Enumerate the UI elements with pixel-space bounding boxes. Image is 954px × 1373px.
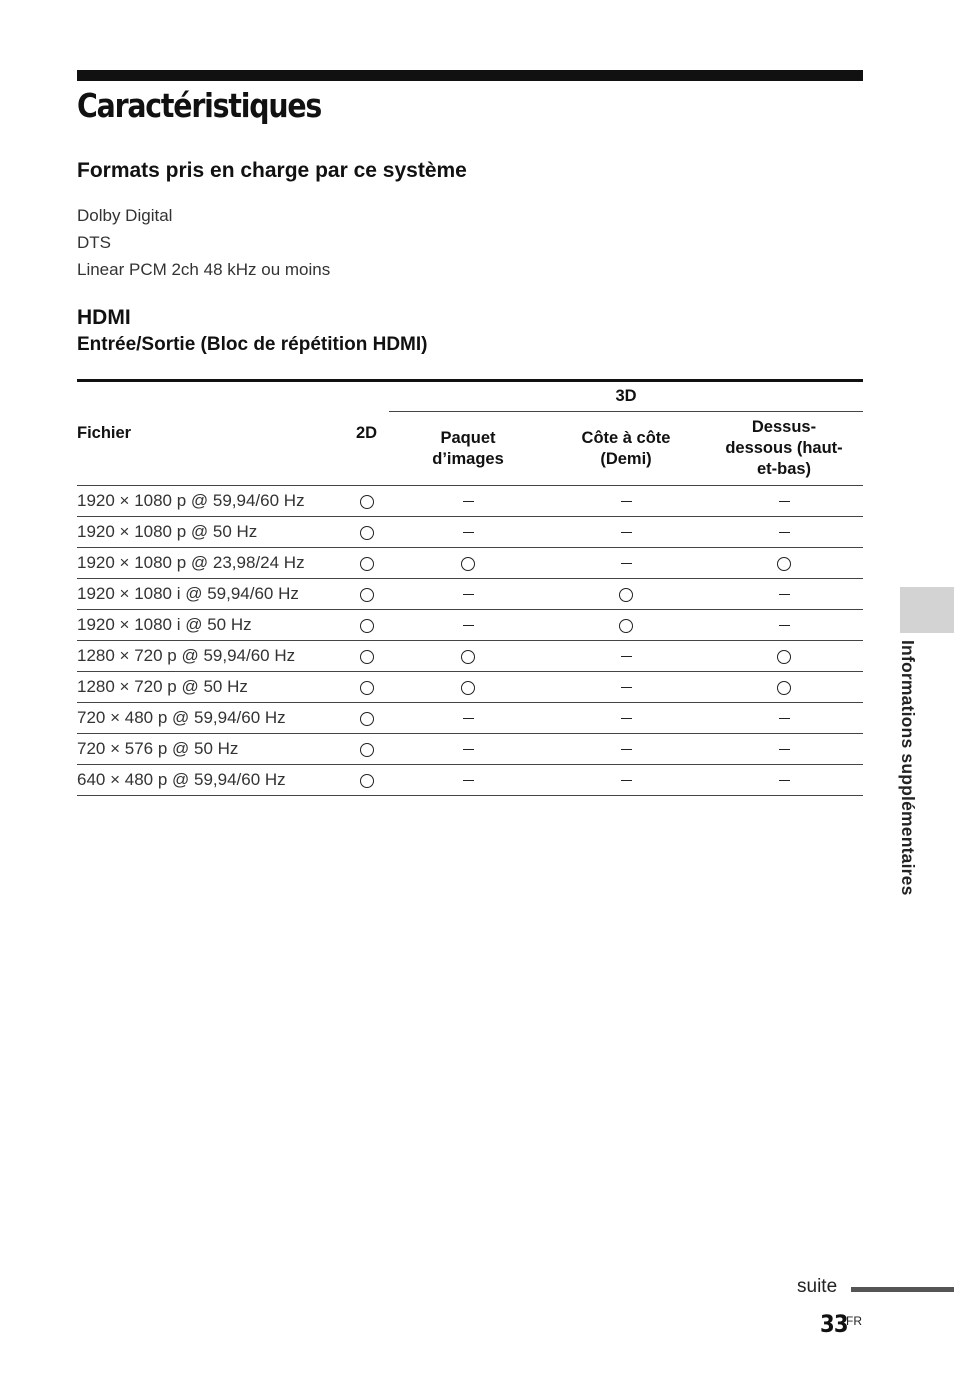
header-file: Fichier xyxy=(77,381,344,486)
supported-circle-icon xyxy=(360,526,374,540)
title-rule xyxy=(77,70,863,81)
format-cell: 1920 × 1080 p @ 59,94/60 Hz xyxy=(77,486,344,517)
table-row xyxy=(77,486,863,517)
supported-circle-icon xyxy=(360,557,374,571)
support-cell-frame-packing xyxy=(389,703,547,734)
supported-circle-icon xyxy=(619,619,633,633)
supported-circle-icon xyxy=(360,774,374,788)
support-cell-top-bottom xyxy=(705,641,863,672)
support-cell-side-by-side xyxy=(547,486,705,517)
unsupported-dash-icon xyxy=(779,718,790,719)
unsupported-dash-icon xyxy=(779,625,790,626)
support-cell-two-d xyxy=(344,703,389,734)
header-side-by-side: Côte à côte (Demi) xyxy=(547,412,705,486)
format-item: Dolby Digital xyxy=(77,206,173,225)
support-cell-two-d xyxy=(344,765,389,796)
unsupported-dash-icon xyxy=(621,749,632,750)
support-cell-two-d xyxy=(344,486,389,517)
unsupported-dash-icon xyxy=(779,501,790,502)
support-cell-top-bottom xyxy=(705,672,863,703)
support-cell-frame-packing xyxy=(389,548,547,579)
format-list xyxy=(77,202,330,283)
unsupported-dash-icon xyxy=(463,780,474,781)
hdmi-subheading: Entrée/Sortie (Bloc de répétition HDMI) xyxy=(77,334,428,355)
format-cell: 720 × 576 p @ 50 Hz xyxy=(77,734,344,765)
support-cell-top-bottom xyxy=(705,734,863,765)
unsupported-dash-icon xyxy=(621,501,632,502)
support-cell-frame-packing xyxy=(389,641,547,672)
format-item: Linear PCM 2ch 48 kHz ou moins xyxy=(77,260,331,279)
table-row xyxy=(77,672,863,703)
page-language-suffix: FR xyxy=(846,1314,862,1328)
header-3d: 3D xyxy=(389,381,863,412)
formats-heading: Formats pris en charge par ce système xyxy=(77,159,467,182)
support-cell-two-d xyxy=(344,579,389,610)
support-cell-frame-packing xyxy=(389,486,547,517)
supported-circle-icon xyxy=(360,712,374,726)
supported-circle-icon xyxy=(360,681,374,695)
table-row xyxy=(77,579,863,610)
support-cell-top-bottom xyxy=(705,517,863,548)
supported-circle-icon xyxy=(777,557,791,571)
support-cell-two-d xyxy=(344,548,389,579)
support-cell-side-by-side xyxy=(547,548,705,579)
supported-circle-icon xyxy=(461,681,475,695)
support-cell-side-by-side xyxy=(547,610,705,641)
support-cell-top-bottom xyxy=(705,610,863,641)
table-row xyxy=(77,517,863,548)
unsupported-dash-icon xyxy=(463,594,474,595)
unsupported-dash-icon xyxy=(463,625,474,626)
format-item: DTS xyxy=(77,233,111,252)
support-cell-frame-packing xyxy=(389,765,547,796)
unsupported-dash-icon xyxy=(779,749,790,750)
support-cell-top-bottom xyxy=(705,703,863,734)
section-side-label: Informations supplémentaires xyxy=(898,640,918,896)
support-cell-top-bottom xyxy=(705,579,863,610)
supported-circle-icon xyxy=(461,557,475,571)
unsupported-dash-icon xyxy=(463,718,474,719)
support-cell-two-d xyxy=(344,734,389,765)
supported-circle-icon xyxy=(360,743,374,757)
format-cell: 1280 × 720 p @ 59,94/60 Hz xyxy=(77,641,344,672)
support-cell-frame-packing xyxy=(389,579,547,610)
format-cell: 1920 × 1080 p @ 23,98/24 Hz xyxy=(77,548,344,579)
unsupported-dash-icon xyxy=(621,780,632,781)
continued-label: suite xyxy=(797,1276,838,1297)
supported-circle-icon xyxy=(360,619,374,633)
support-cell-two-d xyxy=(344,610,389,641)
support-cell-top-bottom xyxy=(705,548,863,579)
support-cell-two-d xyxy=(344,672,389,703)
unsupported-dash-icon xyxy=(779,594,790,595)
header-top-bottom: Dessus-dessous (haut-et-bas) xyxy=(705,412,863,486)
support-cell-frame-packing xyxy=(389,672,547,703)
supported-circle-icon xyxy=(360,495,374,509)
unsupported-dash-icon xyxy=(621,656,632,657)
section-tab xyxy=(900,587,954,633)
format-cell: 1920 × 1080 i @ 50 Hz xyxy=(77,610,344,641)
table-row xyxy=(77,703,863,734)
support-cell-side-by-side xyxy=(547,517,705,548)
unsupported-dash-icon xyxy=(621,718,632,719)
unsupported-dash-icon xyxy=(779,780,790,781)
header-frame-packing: Paquet d’images xyxy=(389,412,547,486)
format-cell: 640 × 480 p @ 59,94/60 Hz xyxy=(77,765,344,796)
support-cell-frame-packing xyxy=(389,517,547,548)
support-cell-two-d xyxy=(344,641,389,672)
unsupported-dash-icon xyxy=(463,749,474,750)
support-cell-two-d xyxy=(344,517,389,548)
support-cell-top-bottom xyxy=(705,486,863,517)
format-cell: 720 × 480 p @ 59,94/60 Hz xyxy=(77,703,344,734)
support-cell-side-by-side xyxy=(547,641,705,672)
supported-circle-icon xyxy=(360,650,374,664)
table-row xyxy=(77,765,863,796)
supported-circle-icon xyxy=(777,650,791,664)
format-cell: 1920 × 1080 i @ 59,94/60 Hz xyxy=(77,579,344,610)
support-cell-side-by-side xyxy=(547,579,705,610)
unsupported-dash-icon xyxy=(621,687,632,688)
unsupported-dash-icon xyxy=(463,501,474,502)
unsupported-dash-icon xyxy=(779,532,790,533)
support-cell-side-by-side xyxy=(547,672,705,703)
support-cell-top-bottom xyxy=(705,765,863,796)
supported-circle-icon xyxy=(461,650,475,664)
support-cell-frame-packing xyxy=(389,734,547,765)
page-number: 33 xyxy=(820,1310,848,1338)
hdmi-format-table xyxy=(77,379,863,796)
support-cell-side-by-side xyxy=(547,734,705,765)
table-body xyxy=(77,486,863,796)
table-row xyxy=(77,641,863,672)
hdmi-heading: HDMI xyxy=(77,306,131,329)
table-row xyxy=(77,548,863,579)
header-2d: 2D xyxy=(344,381,389,486)
supported-circle-icon xyxy=(777,681,791,695)
unsupported-dash-icon xyxy=(463,532,474,533)
support-cell-side-by-side xyxy=(547,703,705,734)
format-cell: 1920 × 1080 p @ 50 Hz xyxy=(77,517,344,548)
support-cell-side-by-side xyxy=(547,765,705,796)
page-title: Caractéristiques xyxy=(77,86,322,125)
table-row xyxy=(77,734,863,765)
supported-circle-icon xyxy=(619,588,633,602)
unsupported-dash-icon xyxy=(621,532,632,533)
supported-circle-icon xyxy=(360,588,374,602)
unsupported-dash-icon xyxy=(621,563,632,564)
continued-bar xyxy=(851,1287,954,1292)
support-cell-frame-packing xyxy=(389,610,547,641)
table-row xyxy=(77,610,863,641)
format-cell: 1280 × 720 p @ 50 Hz xyxy=(77,672,344,703)
